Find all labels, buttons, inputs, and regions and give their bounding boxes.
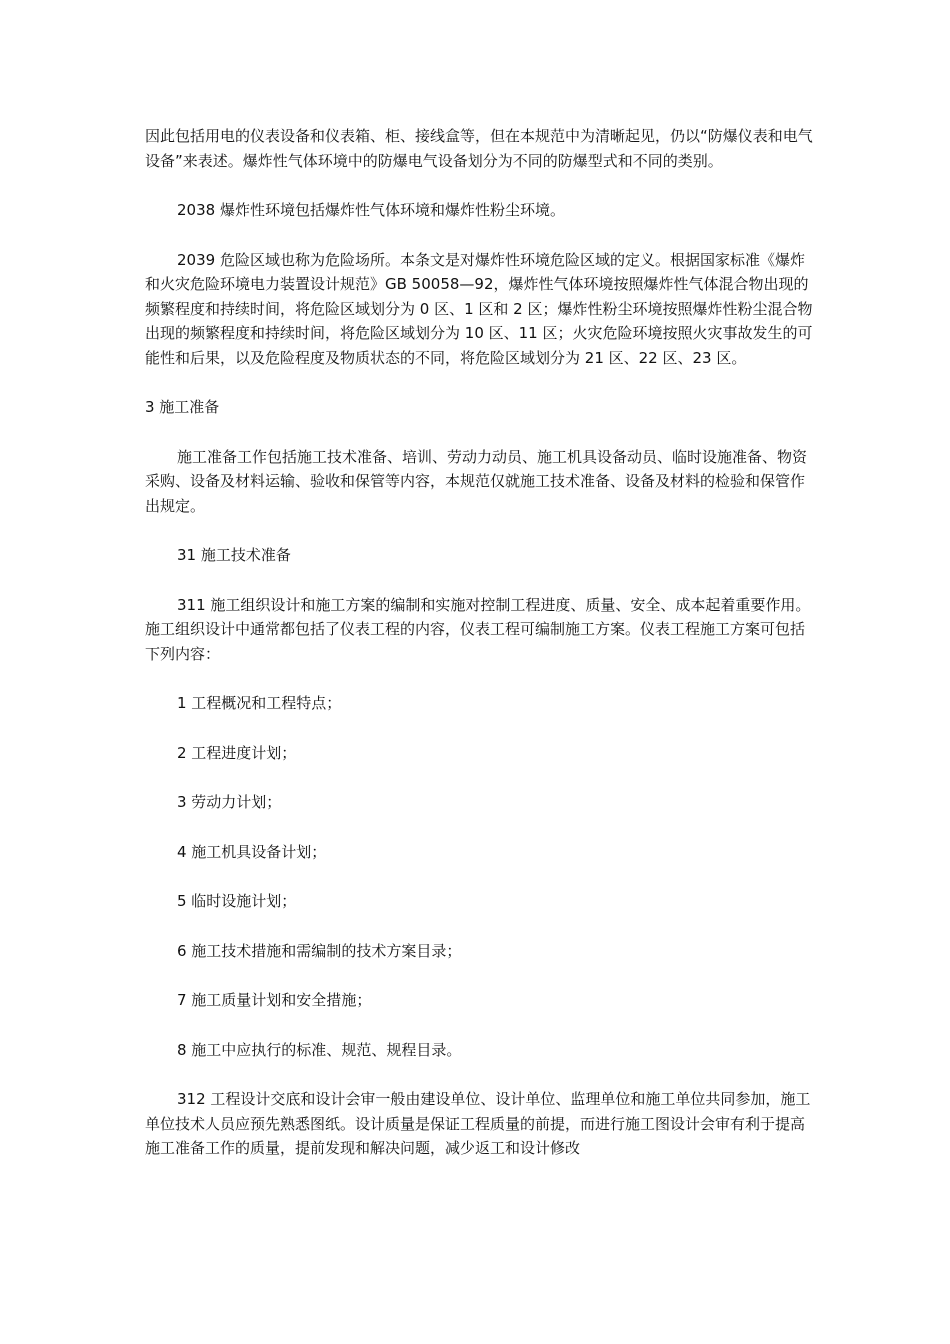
list-item-1: 1 工程概况和工程特点； [177,694,342,712]
subsection-heading-31: 31 施工技术准备 [177,546,291,564]
paragraph-section-3-intro: 施工准备工作包括施工技术准备、培训、劳动力动员、施工机具设备动员、临时设施准备、物资采购、设备及材料运输、验收和保管等内容，本规范仅就施工技术准备、设备及材料的检验和保管作出规定。 [145,447,808,515]
list-item-6: 6 施工技术措施和需编制的技术方案目录； [177,941,462,960]
list-item-7: 7 施工质量计划和安全措施； [177,991,372,1009]
paragraph-311: 311 施工组织设计和施工方案的编制和实施对控制工程进度、质量、安全、成本起着重要作用。施工组织设计中通常都包括了仪表工程的内容，仪表工程可编制施工方案。仪表工程施工方案可包括下列内容： [145,595,811,663]
list-item-3: 3 劳动力计划； [177,793,282,811]
list-item-4: 4 施工机具设备计划； [177,842,327,861]
list-item-2: 2 工程进度计划； [177,743,297,762]
paragraph-2039: 2039 危险区域也称为危险场所。本条文是对爆炸性环境危险区域的定义。根据国家标准《爆炸和火灾危险环境电力装置设计规范》GB 50058—92，爆炸性气体环境按照爆炸性气体混合物出现的频繁程度和持续时间，将危险区域划分为 0 区、1 区和 2 区；爆炸性粉尘环境按照爆炸性粉尘混合物出现的频繁程度和持续时间，将危险区域划分为 10 区、11 区；火灾危险环境按照火灾事故发生的可能性和后果，以及危险程度及物质状态的不同，将危险区域划分为 21 区、22 区、23 区。 [145,250,813,367]
list-item-5: 5 临时设施计划； [177,892,297,910]
section-heading-3: 3 施工准备 [145,398,220,416]
list-item-8: 8 施工中应执行的标准、规范、规程目录。 [177,1040,462,1059]
paragraph-312: 312 工程设计交底和设计会审一般由建设单位、设计单位、监理单位和施工单位共同参加，施工单位技术人员应预先熟悉图纸。设计质量是保证工程质量的前提，而进行施工图设计会审有利于提高施工准备工作的质量，提前发现和解决问题，减少返工和设计修改 [145,1090,811,1157]
document-body [145,124,815,1186]
paragraph-continuation: 因此包括用电的仪表设备和仪表箱、柜、接线盒等，但在本规范中为清晰起见，仍以“防爆仪表和电气设备”来表述。爆炸性气体环境中的防爆电气设备划分为不同的防爆型式和不同的类别。 [145,127,813,170]
paragraph-2038: 2038 爆炸性环境包括爆炸性气体环境和爆炸性粉尘环境。 [177,201,565,219]
